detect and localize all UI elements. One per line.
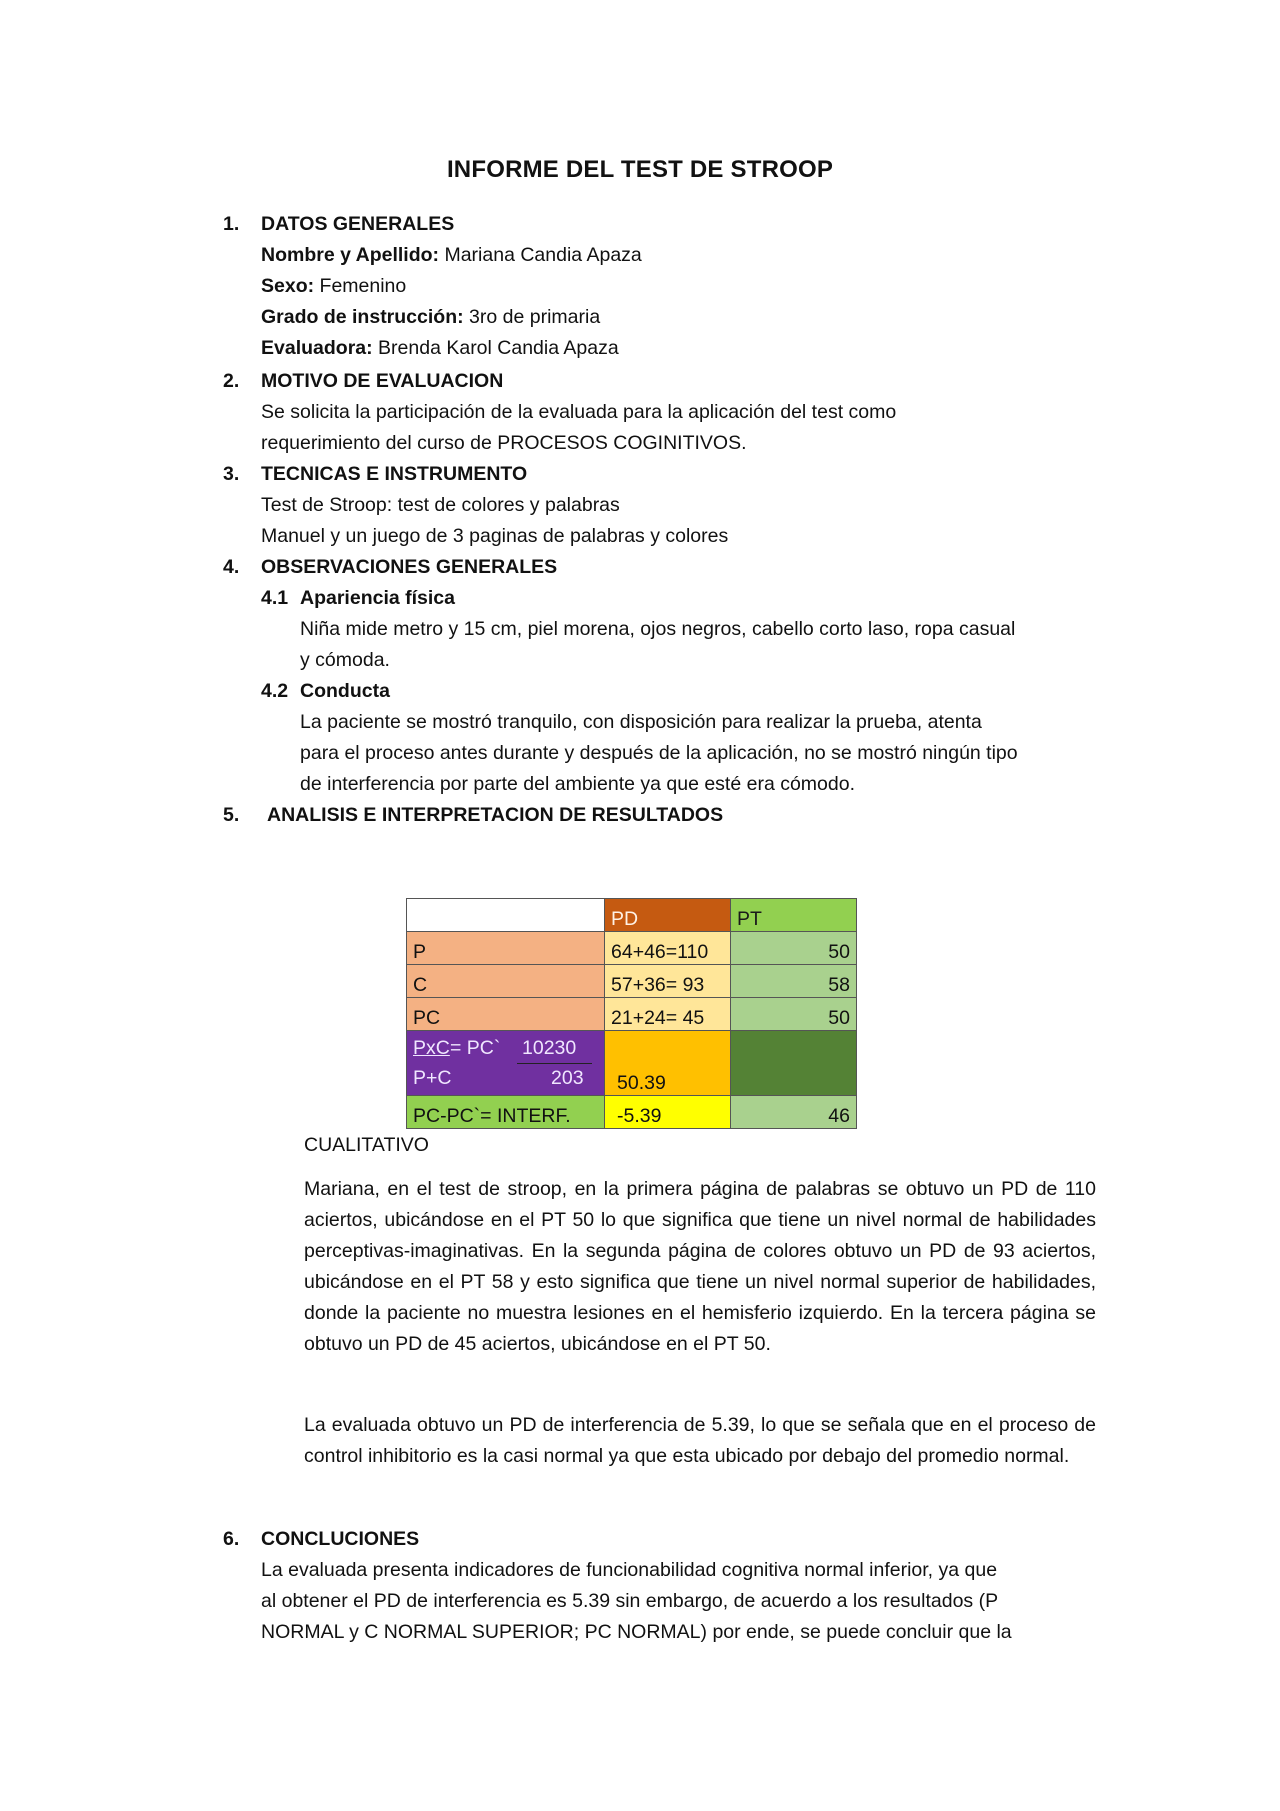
subsection-4-1-number: 4.1 — [261, 587, 289, 609]
formula-cell — [407, 1031, 605, 1096]
formula-equals: = PC` — [450, 1037, 501, 1059]
table-header-row — [407, 899, 857, 932]
section-4-number: 4. — [223, 556, 240, 578]
section-1-number: 1. — [223, 213, 240, 235]
field-label: Sexo: — [261, 275, 315, 297]
subsection-4-2-text-line: de interferencia por parte del ambiente ya que esté era cómodo. — [300, 773, 856, 795]
section-5-number: 5. — [223, 804, 240, 826]
results-table — [406, 898, 857, 1129]
field-sex — [261, 274, 406, 298]
header-cell-pd: PD — [605, 899, 731, 932]
interference-pt: 46 — [731, 1096, 857, 1129]
section-2-heading: MOTIVO DE EVALUACION — [261, 370, 504, 392]
field-name — [261, 243, 642, 267]
field-value: Femenino — [314, 275, 407, 297]
qualitative-label: CUALITATIVO — [304, 1134, 429, 1156]
row-pt: 58 — [731, 965, 857, 998]
section-2-text-line: Se solicita la participación de la evaluada para la aplicación del test como — [261, 401, 897, 423]
header-cell-blank — [407, 899, 605, 932]
subsection-4-2-number: 4.2 — [261, 680, 289, 702]
section-3-number: 3. — [223, 463, 240, 485]
field-value: Brenda Karol Candia Apaza — [372, 337, 619, 359]
field-label: Grado de instrucción: — [261, 306, 464, 328]
row-pt: 50 — [731, 998, 857, 1031]
fraction-bar — [517, 1063, 592, 1064]
row-label: PC — [407, 998, 605, 1031]
section-3-text-line: Manuel y un juego de 3 paginas de palabras y colores — [261, 525, 729, 547]
table-row — [407, 998, 857, 1031]
section-6-text-line: al obtener el PD de interferencia es 5.39 sin embargo, de acuerdo a los resultados (P — [261, 1590, 999, 1612]
formula-pt — [731, 1031, 857, 1096]
field-label: Evaluadora: — [261, 337, 373, 359]
section-4-heading: OBSERVACIONES GENERALES — [261, 556, 558, 578]
subsection-4-2-text-line: La paciente se mostró tranquilo, con disposición para realizar la prueba, atenta — [300, 711, 982, 733]
subsection-4-1-text-line: Niña mide metro y 15 cm, piel morena, ojos negros, cabello corto laso, ropa casual — [300, 618, 1016, 640]
formula-numerator-label: PxC — [413, 1037, 450, 1059]
subsection-4-2-heading: Conducta — [300, 680, 390, 702]
table-row-interference — [407, 1096, 857, 1129]
field-value: Mariana Candia Apaza — [439, 244, 642, 266]
section-2-number: 2. — [223, 370, 240, 392]
subsection-4-1-heading: Apariencia física — [300, 587, 455, 609]
field-value: 3ro de primaria — [463, 306, 601, 328]
row-pt: 50 — [731, 932, 857, 965]
row-pd: 57+36= 93 — [605, 965, 731, 998]
table-row-formula — [407, 1031, 857, 1096]
table-row — [407, 932, 857, 965]
section-6-text-line: La evaluada presenta indicadores de funcionabilidad cognitiva normal inferior, ya que — [261, 1559, 998, 1581]
header-cell-pt: PT — [731, 899, 857, 932]
section-6-heading: CONCLUCIONES — [261, 1528, 420, 1550]
interference-label: PC-PC`= INTERF. — [407, 1096, 605, 1129]
section-2-text-line: requerimiento del curso de PROCESOS COGINITIVOS. — [261, 432, 747, 454]
section-1-heading: DATOS GENERALES — [261, 213, 455, 235]
subsection-4-2-text-line: para el proceso antes durante y después de la aplicación, no se mostró ningún tipo — [300, 742, 1018, 764]
row-label: P — [407, 932, 605, 965]
field-grade — [261, 305, 600, 329]
formula-pd: 50.39 — [605, 1031, 731, 1096]
section-6-text-line: NORMAL y C NORMAL SUPERIOR; PC NORMAL) por ende, se puede concluir que la — [261, 1621, 1012, 1643]
table-row — [407, 965, 857, 998]
section-5-heading: ANALISIS E INTERPRETACION DE RESULTADOS — [267, 804, 724, 826]
interference-pd: -5.39 — [605, 1096, 731, 1129]
formula-denominator-label: P+C — [413, 1067, 452, 1089]
qualitative-paragraph-2: La evaluada obtuvo un PD de interferencia de 5.39, lo que se señala que en el proceso de control inhibitorio es la casi normal ya que esta ubicado por debajo del promedio normal. — [304, 1414, 1096, 1467]
row-pd: 64+46=110 — [605, 932, 731, 965]
qualitative-paragraph-1: Mariana, en el test de stroop, en la primera página de palabras se obtuvo un PD de 110 aciertos, ubicándose en el PT 50 lo que significa que tiene un nivel normal de habilidades perceptivas-imaginativas. En la segunda página de colores obtuvo un PD de 93 aciertos, ubicándose en el PT 58 y esto significa que tiene un nivel normal superior de habilidades, donde la paciente no muestra lesiones en el hemisferio izquierdo. En la tercera página se obtuvo un PD de 45 aciertos, ubicándose en el PT 50. — [304, 1178, 1096, 1355]
formula-denominator-value: 203 — [551, 1067, 584, 1089]
section-3-text-line: Test de Stroop: test de colores y palabras — [261, 494, 620, 516]
row-label: C — [407, 965, 605, 998]
section-3-heading: TECNICAS E INSTRUMENTO — [261, 463, 528, 485]
formula-numerator-value: 10230 — [522, 1037, 577, 1059]
subsection-4-1-text-line: y cómoda. — [300, 649, 390, 671]
field-evaluator — [261, 336, 619, 360]
section-6-number: 6. — [223, 1528, 240, 1550]
document-title: INFORME DEL TEST DE STROOP — [446, 156, 834, 183]
field-label: Nombre y Apellido: — [261, 244, 440, 266]
row-pd: 21+24= 45 — [605, 998, 731, 1031]
